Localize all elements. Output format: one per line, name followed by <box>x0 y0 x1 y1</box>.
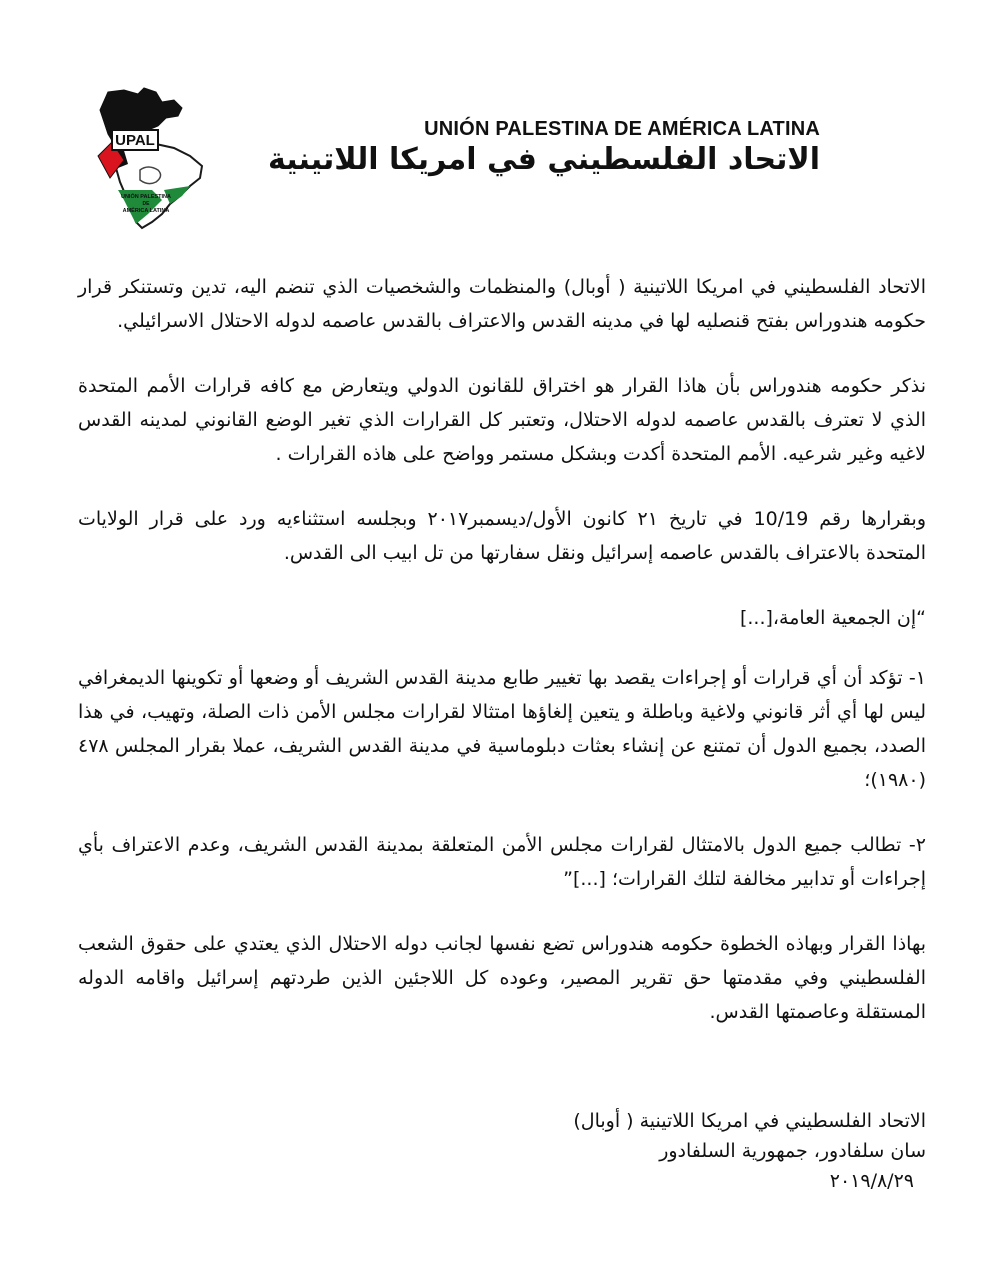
logo-caption-1: UNIÓN PALESTINA <box>120 194 172 200</box>
signature-place: سان سلفادور، جمهورية السلفادور <box>659 1140 926 1162</box>
paragraph-condemnation: الاتحاد الفلسطيني في امريكا اللاتينية ( أوبال) والمنظمات والشخصيات الذي تنضم اليه، تدين وتستنكر قرار حكومه هندوراس بفتح قنصليه لها في مدينه القدس والاعتراف بالقدس عاصمه لدوله الاحتلال الاسرائيلي. <box>78 276 926 332</box>
paragraph-clause-2: ٢- تطالب جميع الدول بالامتثال لقرارات مجلس الأمن المتعلقة بمدينة القدس الشريف، وعدم الاعتراف بأي إجراءات أو تدابير مخالفة لتلك القرارات؛ [...]” <box>78 834 926 890</box>
logo-caption-2: DE <box>142 201 150 207</box>
org-name-arabic: الاتحاد الفلسطيني في امريكا اللاتينية <box>268 142 820 177</box>
paragraph-un-resolution: وبقرارها رقم 10/19 في تاريخ ٢١ كانون الأول/ديسمبر٢٠١٧ وبجلسه استثناءيه ورد على قرار الولايات المتحدة بالاعتراف بالقدس عاصمه إسرائيل ونقل سفارتها من تل ابيب الى القدس. <box>78 508 926 564</box>
signature-block <box>406 1106 926 1196</box>
logo-upal-text: UPAL <box>115 132 155 149</box>
paragraph-conclusion: بهاذا القرار وبهاذه الخطوة حكومه هندوراس تضع نفسها لجانب دوله الاحتلال الذي يعتدي على حقوق الشعب الفلسطيني وفي مقدمتها حق تقرير المصير، وعوده كل اللاجئين الذين طردتهم إسرائيل واقامه الدوله المستقلة وعاصمتها القدس. <box>78 933 926 1023</box>
letter-body <box>78 270 926 1060</box>
logo-caption-3: AMÉRICA LATINA <box>122 208 170 214</box>
upal-logo <box>78 86 210 234</box>
paragraph-clause-1: ١- تؤكد أن أي قرارات أو إجراءات يقصد بها تغيير طابع مدينة القدس الشريف أو وضعها أو تكوينها الديمغرافي ليس لها أي أثر قانوني ولاغية وباطلة و يتعين إلغاؤها امتثالا لقرارات مجلس الأمن ذات الصلة، وتهيب، في هذا الصدد، بجميع الدول أن تمتنع عن إنشاء بعثات دبلوماسية في مدينة القدس الشريف، عملا بقرار المجلس ٤٧٨ (١٩٨٠)؛ <box>78 667 926 791</box>
paragraph-international-law: نذكر حكومه هندوراس بأن هاذا القرار هو اختراق للقانون الدولي ويتعارض مع كافه قرارات الأمم المتحدة الذي لا تعترف بالقدس عاصمه لدوله الاحتلال، وتعتبر كل القرارات الذي تغير الوضع القانوني لمدينه القدس لاغيه وغير شرعيه. الأمم المتحدة أكدت وبشكل مستمر وواضح على هاذه القرارات . <box>78 375 926 465</box>
paragraph-general-assembly: “إن الجمعية العامة،[...] <box>739 607 926 629</box>
signature-org: الاتحاد الفلسطيني في امريكا اللاتينية ( أوبال) <box>573 1110 926 1132</box>
signature-date: ٢٠١٩/٨/٢٩ <box>829 1170 914 1192</box>
org-name-latin: UNIÓN PALESTINA DE AMÉRICA LATINA <box>424 118 820 140</box>
americas-map-flag-icon <box>78 86 210 234</box>
